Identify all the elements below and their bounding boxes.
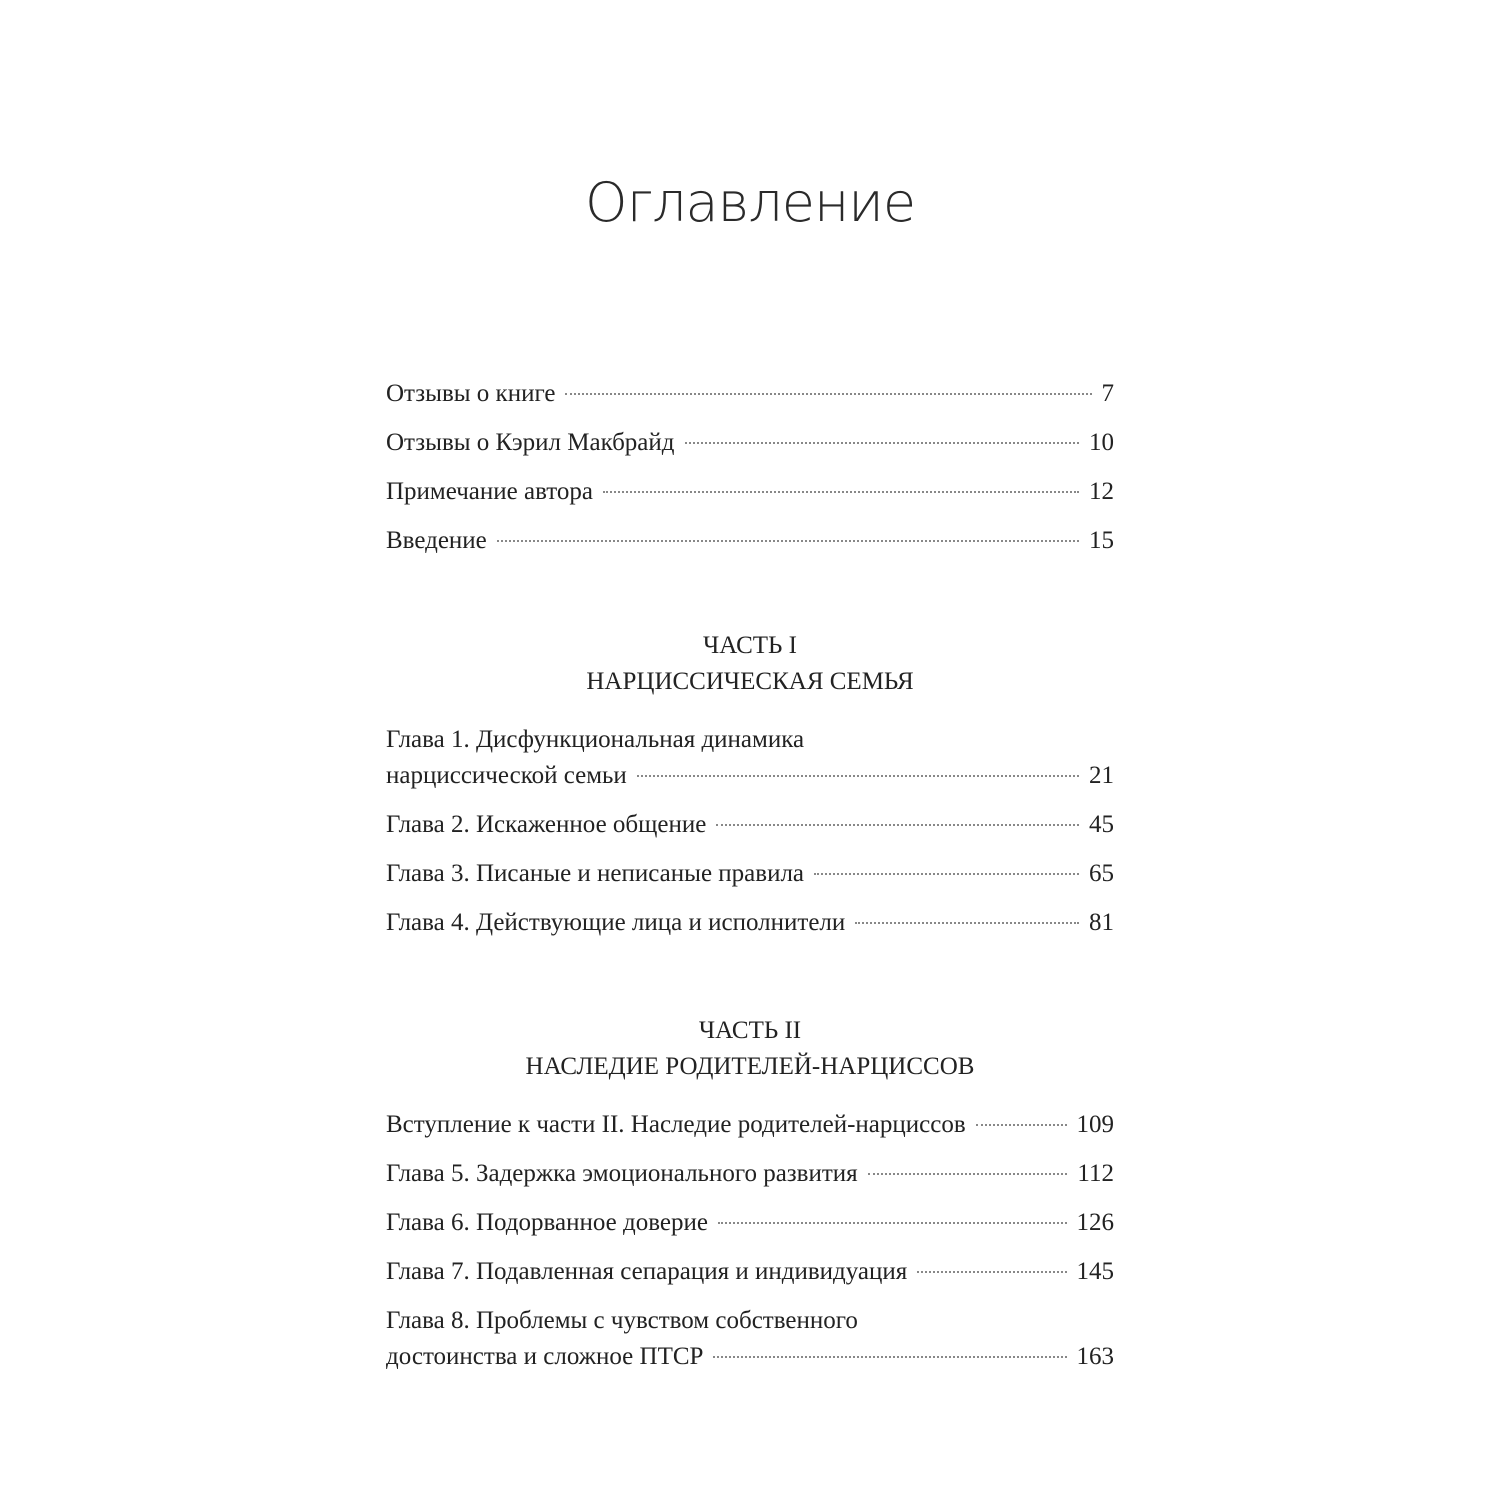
toc-entry-chapter-5[interactable] — [386, 1156, 1114, 1192]
page-title: Оглавление — [584, 171, 916, 234]
dot-leader — [603, 491, 1079, 493]
dot-leader — [565, 393, 1091, 395]
toc-entry-first-line: Глава 8. Проблемы с чувством собственного — [386, 1307, 858, 1334]
toc-entry-text: Отзывы о книге — [386, 380, 556, 407]
toc-page-number: 10 — [1089, 429, 1114, 456]
part-1-label: ЧАСТЬ I — [703, 632, 797, 659]
toc-page-number: 21 — [1089, 762, 1114, 789]
toc-entry-text: Глава 6. Подорванное доверие — [386, 1209, 708, 1236]
toc-entry-chapter-8[interactable] — [386, 1303, 1114, 1375]
toc-entry-chapter-7[interactable] — [386, 1254, 1114, 1290]
dot-leader — [685, 442, 1079, 444]
toc-page-number: 12 — [1089, 478, 1114, 505]
dot-leader — [716, 824, 1079, 826]
toc-entry-text: Отзывы о Кэрил Макбрайд — [386, 429, 675, 456]
dot-leader — [497, 540, 1079, 542]
toc-entry-chapter-1[interactable] — [386, 722, 1114, 794]
toc-entry-text: Глава 7. Подавленная сепарация и индивидуация — [386, 1258, 908, 1285]
toc-page-number: 163 — [1076, 1343, 1114, 1370]
toc-entry-chapter-6[interactable] — [386, 1205, 1114, 1241]
toc-page-number: 81 — [1089, 909, 1114, 936]
dot-leader — [713, 1356, 1066, 1358]
toc-entry-introduction[interactable] — [386, 523, 1114, 559]
toc-page-number: 15 — [1089, 527, 1114, 554]
dot-leader — [814, 873, 1079, 875]
toc-entry-chapter-3[interactable] — [386, 856, 1114, 892]
toc-entry-reviews-author[interactable] — [386, 425, 1114, 461]
toc-page-number: 126 — [1076, 1209, 1114, 1236]
table-of-contents — [386, 376, 1114, 1375]
dot-leader — [855, 922, 1079, 924]
dot-leader — [637, 775, 1079, 777]
toc-entry-part-2-intro[interactable] — [386, 1107, 1114, 1143]
dot-leader — [868, 1173, 1068, 1175]
toc-entry-text: достоинства и сложное ПТСР — [386, 1343, 704, 1370]
part-2-title: НАСЛЕДИЕ РОДИТЕЛЕЙ-НАРЦИССОВ — [525, 1053, 975, 1080]
toc-entry-text: Введение — [386, 527, 487, 554]
toc-entry-text: Глава 2. Искаженное общение — [386, 811, 707, 838]
part-2-section — [386, 1013, 1114, 1375]
toc-entry-text: Примечание автора — [386, 478, 593, 505]
part-1-section — [386, 628, 1114, 941]
toc-entry-text: Глава 3. Писаные и неписаные правила — [386, 860, 805, 887]
front-matter-list — [386, 376, 1114, 559]
toc-entry-chapter-2[interactable] — [386, 807, 1114, 843]
toc-page-number: 112 — [1077, 1160, 1114, 1187]
toc-entry-text: Глава 5. Задержка эмоционального развития — [386, 1160, 858, 1187]
toc-entry-author-note[interactable] — [386, 474, 1114, 510]
toc-entry-first-line: Глава 1. Дисфункциональная динамика — [386, 726, 805, 753]
dot-leader — [917, 1271, 1066, 1273]
toc-page-number: 45 — [1089, 811, 1114, 838]
toc-entry-text: Вступление к части II. Наследие родителей-нарциссов — [386, 1111, 966, 1138]
toc-page-number: 145 — [1076, 1258, 1114, 1285]
toc-page-number: 109 — [1076, 1111, 1114, 1138]
toc-entry-chapter-4[interactable] — [386, 905, 1114, 941]
toc-entry-text: Глава 4. Действующие лица и исполнители — [386, 909, 846, 936]
toc-page-number: 7 — [1101, 380, 1114, 407]
part-1-title: НАРЦИССИЧЕСКАЯ СЕМЬЯ — [586, 668, 914, 695]
toc-entry-reviews-book[interactable] — [386, 376, 1114, 412]
toc-page-number: 65 — [1089, 860, 1114, 887]
toc-entry-text: нарциссической семьи — [386, 762, 627, 789]
dot-leader — [718, 1222, 1067, 1224]
part-2-label: ЧАСТЬ II — [698, 1017, 802, 1044]
dot-leader — [976, 1124, 1067, 1126]
